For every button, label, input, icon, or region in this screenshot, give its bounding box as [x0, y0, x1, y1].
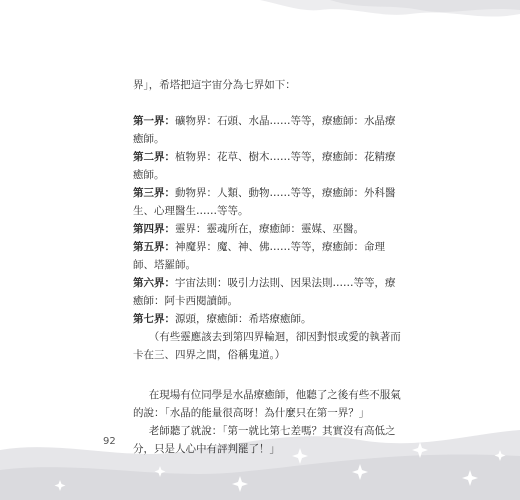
- realm-label: 第四界：: [133, 223, 175, 235]
- realm-7: [133, 310, 403, 328]
- realm-label: 第二界：: [133, 151, 175, 163]
- realm-text: 礦物界：石頭、水晶……等等，療癒師：水晶療癒師。: [133, 115, 396, 145]
- realm-4: [133, 220, 403, 238]
- paragraph-teacher: 老師聽了就說：「第一就比第七差嗎？其實沒有高低之分，只是人心中有評判罷了！」: [133, 425, 396, 455]
- realm-6: [133, 274, 403, 310]
- intro-line: 界」，希塔把這宇宙分為七界如下：: [133, 79, 296, 91]
- top-cloud-decoration: [0, 0, 520, 40]
- realm-text: 源頭，療癒師：希塔療癒師。: [175, 313, 312, 325]
- realm-label: 第六界：: [133, 277, 175, 289]
- realm-label: 第一界：: [133, 115, 175, 127]
- realm-label: 第七界：: [133, 313, 175, 325]
- realm-text: 動物界：人類、動物……等等，療癒師：外科醫生、心理醫生……等等。: [133, 187, 396, 217]
- page-number: 92: [103, 436, 116, 447]
- realm-text: 植物界：花草、樹木……等等，療癒師：花精療癒師。: [133, 151, 396, 181]
- realm-text: 宇宙法則：吸引力法則、因果法則……等等，療癒師：阿卡西閱讀師。: [133, 277, 396, 307]
- realm-label: 第五界：: [133, 241, 175, 253]
- realm-5: [133, 238, 403, 274]
- realm-3: [133, 184, 403, 220]
- realm-note: （有些靈應該去到第四界輪迴，卻因對恨或愛的執著而卡在三、四界之間，俗稱鬼道。）: [133, 331, 401, 361]
- realm-text: 神魔界：魔、神、佛……等等，療癒師：命理師、塔羅師。: [133, 241, 385, 271]
- realm-text: 靈界：靈魂所在，療癒師：靈媒、巫醫。: [175, 223, 364, 235]
- realm-label: 第三界：: [133, 187, 175, 199]
- page-body: [133, 76, 403, 458]
- realm-2: [133, 148, 403, 184]
- realm-1: [133, 112, 403, 148]
- paragraph-student: 在現場有位同學是水晶療癒師，他聽了之後有些不服氣的說：「水晶的能量很高呀！為什麼只在第一界？」: [133, 389, 401, 419]
